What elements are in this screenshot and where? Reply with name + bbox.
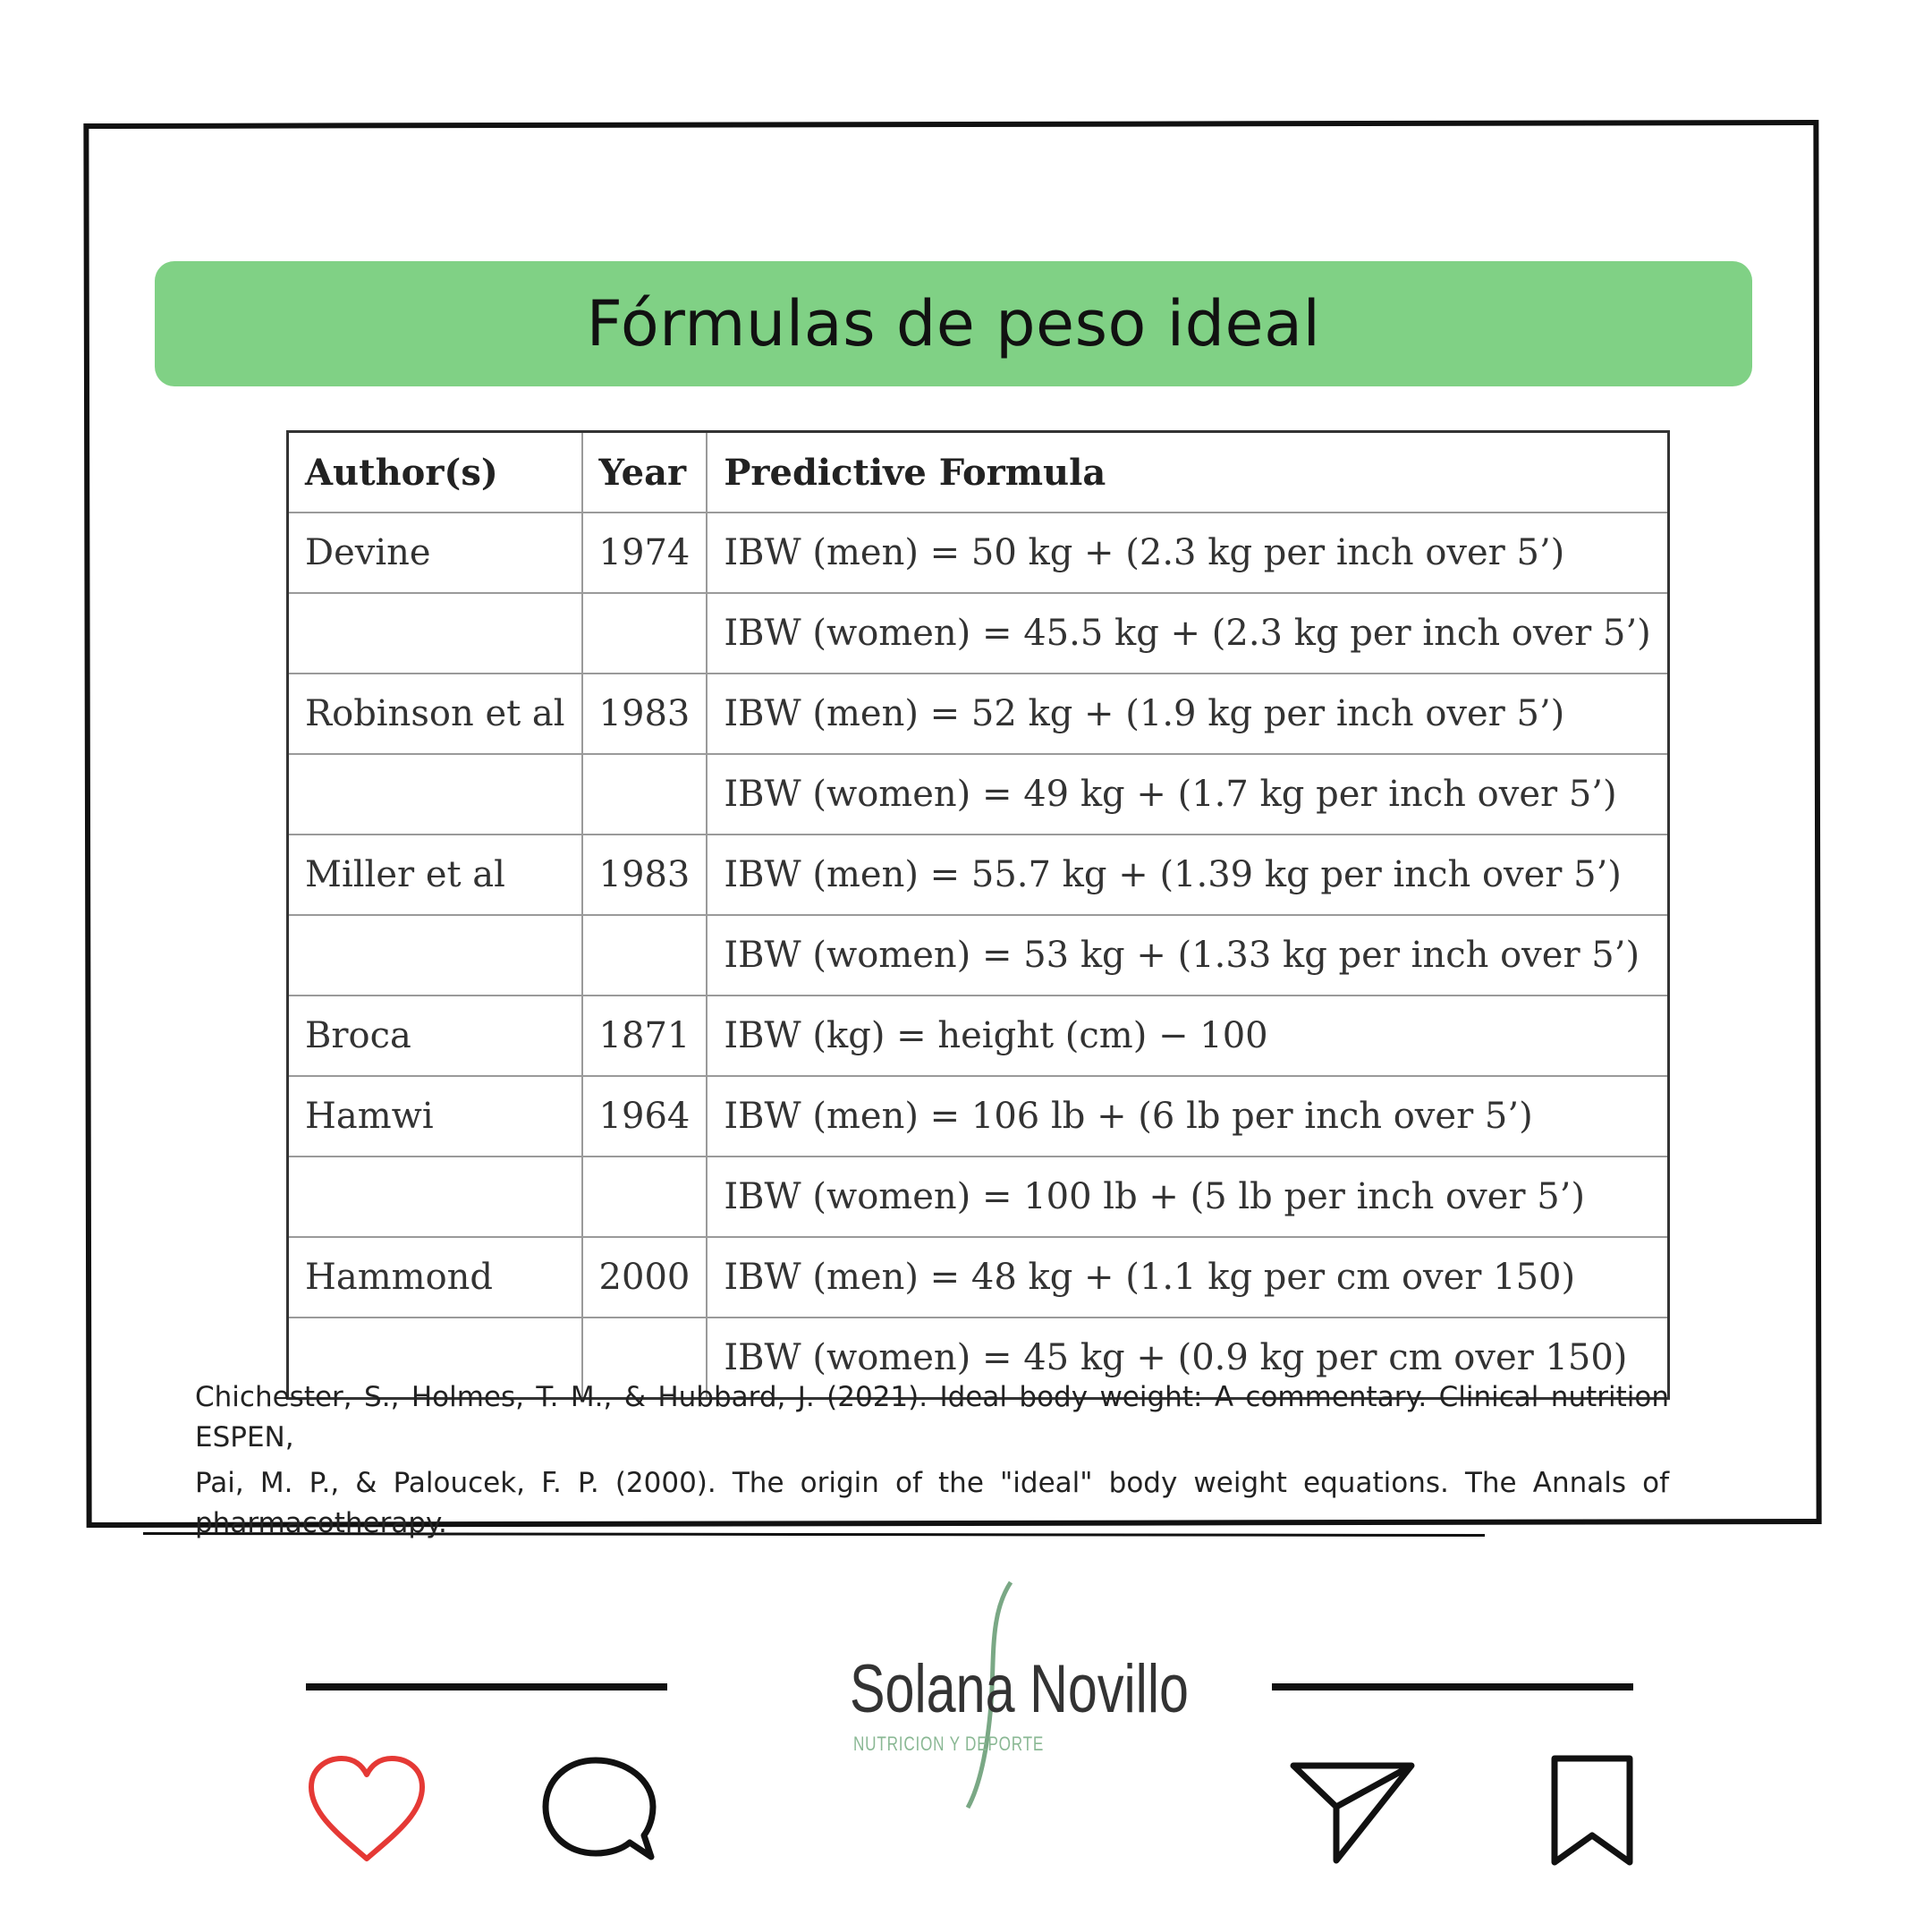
cell-formula: IBW (kg) = height (cm) − 100: [707, 996, 1668, 1076]
cell-year: 1983: [582, 674, 708, 754]
cell-author: Devine: [288, 513, 582, 593]
table-row: [288, 513, 1669, 593]
comment-icon[interactable]: [540, 1753, 660, 1874]
cell-formula: IBW (men) = 50 kg + (2.3 kg per inch over 5’): [707, 513, 1668, 593]
table-row: [288, 996, 1669, 1076]
header-author: Author(s): [288, 432, 582, 513]
cell-year: [582, 1157, 708, 1237]
bookmark-icon[interactable]: [1546, 1753, 1639, 1874]
cell-year: [582, 754, 708, 835]
cell-author: Robinson et al: [288, 674, 582, 754]
cell-formula: IBW (women) = 45 kg + (0.9 kg per cm over 150): [707, 1318, 1668, 1399]
header-year: Year: [582, 432, 708, 513]
cell-author: Hammond: [288, 1237, 582, 1318]
header-formula: Predictive Formula: [707, 432, 1668, 513]
page-title: Fórmulas de peso ideal: [586, 287, 1321, 360]
citation-1: Chichester, S., Holmes, T. M., & Hubbard, J. (2021). Ideal body weight: A commentary. Clinical nutrition ESPEN,: [195, 1381, 1669, 1453]
table-row: [288, 1237, 1669, 1318]
cell-formula: IBW (men) = 55.7 kg + (1.39 kg per inch over 5’): [707, 835, 1668, 915]
logo-name-left: Solana: [850, 1651, 1015, 1727]
divider-left: [306, 1683, 667, 1690]
cell-formula: IBW (women) = 45.5 kg + (2.3 kg per inch over 5’): [707, 593, 1668, 674]
divider-right: [1272, 1683, 1633, 1690]
cell-author: [288, 593, 582, 674]
cell-author: Broca: [288, 996, 582, 1076]
table-row: [288, 915, 1669, 996]
heart-icon[interactable]: [304, 1753, 429, 1868]
cell-author: Hamwi: [288, 1076, 582, 1157]
table-row: [288, 674, 1669, 754]
cell-author: [288, 915, 582, 996]
cell-year: [582, 593, 708, 674]
cell-year: [582, 915, 708, 996]
cell-formula: IBW (men) = 52 kg + (1.9 kg per inch over 5’): [707, 674, 1668, 754]
logo-tagline: NUTRICION Y DEPORTE: [853, 1733, 1045, 1755]
brand-logo: [841, 1579, 1189, 1811]
cell-author: [288, 754, 582, 835]
table-row: [288, 754, 1669, 835]
cell-author: Miller et al: [288, 835, 582, 915]
citation-2: Pai, M. P., & Paloucek, F. P. (2000). The origin of the "ideal" body weight equations. The Annals of pharmacotherapy.: [195, 1466, 1669, 1539]
title-banner: [155, 261, 1752, 386]
formula-table: [286, 430, 1670, 1400]
cell-formula: IBW (women) = 100 lb + (5 lb per inch over 5’): [707, 1157, 1668, 1237]
cell-formula: IBW (women) = 49 kg + (1.7 kg per inch over 5’): [707, 754, 1668, 835]
table-row: [288, 593, 1669, 674]
table-row: [288, 1076, 1669, 1157]
table-header-row: [288, 432, 1669, 513]
cell-formula: IBW (men) = 48 kg + (1.1 kg per cm over 150): [707, 1237, 1668, 1318]
cell-year: 1871: [582, 996, 708, 1076]
logo-name-right: Novillo: [1030, 1651, 1189, 1727]
send-icon[interactable]: [1288, 1755, 1417, 1874]
citations: [195, 1377, 1669, 1549]
cell-author: [288, 1157, 582, 1237]
cell-year: 1964: [582, 1076, 708, 1157]
cell-year: 2000: [582, 1237, 708, 1318]
cell-formula: IBW (women) = 53 kg + (1.33 kg per inch over 5’): [707, 915, 1668, 996]
cell-year: 1983: [582, 835, 708, 915]
cell-formula: IBW (men) = 106 lb + (6 lb per inch over 5’): [707, 1076, 1668, 1157]
table-row: [288, 1157, 1669, 1237]
table-row: [288, 835, 1669, 915]
cell-year: 1974: [582, 513, 708, 593]
logo-name: [850, 1650, 1189, 1728]
